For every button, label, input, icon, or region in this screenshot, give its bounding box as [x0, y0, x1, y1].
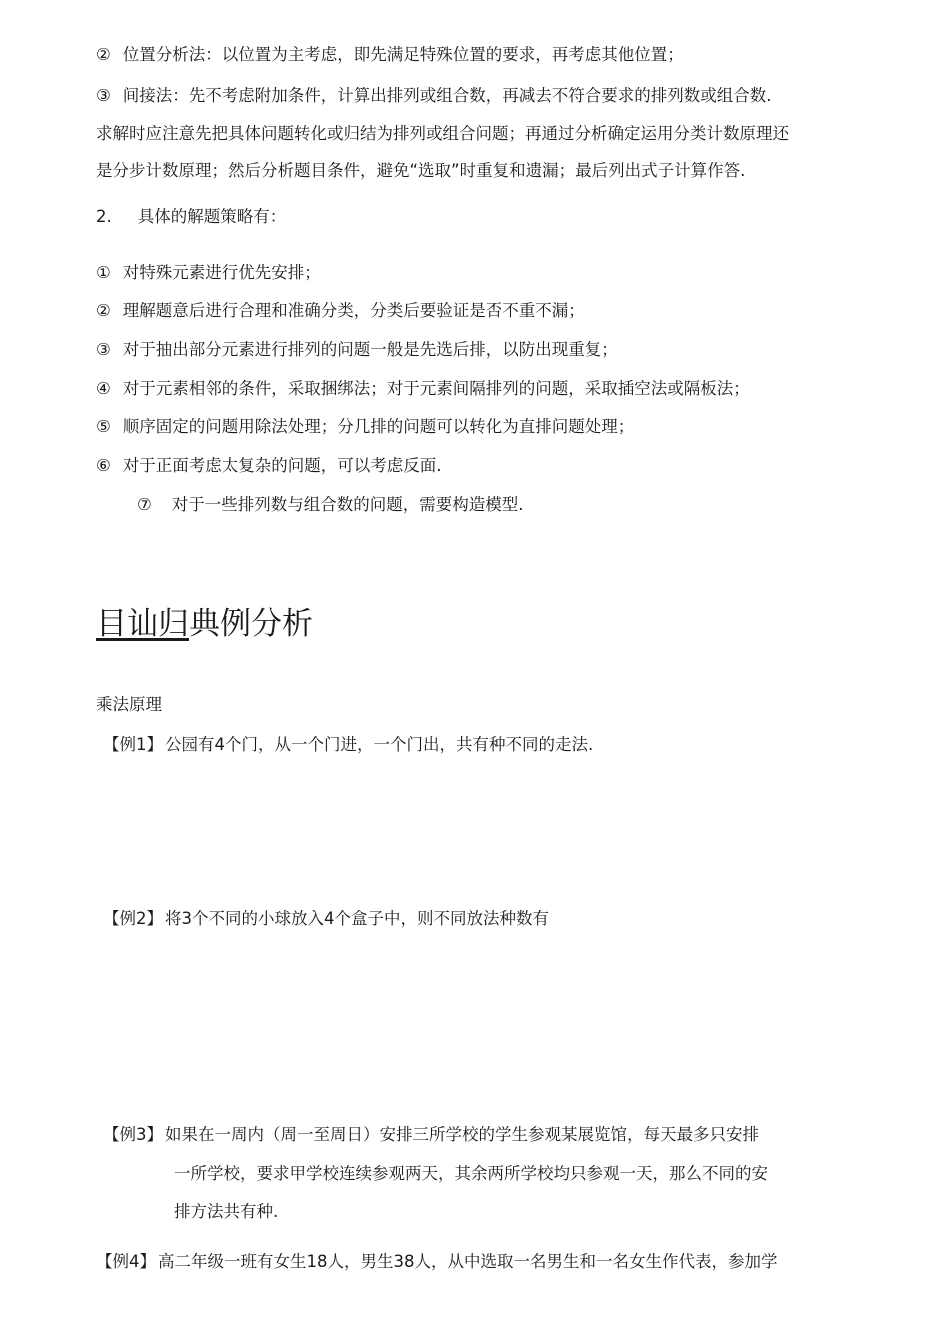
example-text: 将3个不同的小球放入4个盒子中，则不同放法种数有: [165, 909, 549, 928]
strategy-item: [96, 417, 634, 437]
list-marker: ②: [96, 301, 111, 320]
strategy-text: 对于元素相邻的条件，采取捆绑法；对于元素间隔排列的问题，采取插空法或隔板法；: [122, 379, 750, 398]
example-text: 公园有4个门，从一个门进，一个门出，共有种不同的走法.: [165, 735, 594, 754]
strategy-text: 对于一些排列数与组合数的问题，需要构造模型.: [171, 495, 524, 514]
section-heading: [96, 604, 313, 644]
list-marker: ③: [96, 340, 111, 359]
strategy-text: 对特殊元素进行优先安排；: [122, 263, 321, 282]
strategy-heading: [96, 207, 286, 227]
example-label: 【例1】: [103, 735, 163, 754]
strategy-item: [96, 301, 585, 321]
strategy-item: [96, 379, 750, 399]
strategy-text: 对于抽出部分元素进行排列的问题一般是先选后排，以防出现重复；: [122, 340, 618, 359]
example-item: [103, 1125, 759, 1145]
example-item: [103, 735, 593, 755]
example-continuation: 一所学校，要求甲学校连续参观两天，其余两所学校均只参观一天，那么不同的安: [174, 1164, 768, 1183]
example-label: 【例2】: [103, 909, 163, 928]
list-marker: ⑥: [96, 456, 111, 475]
heading-number: 2.: [96, 207, 112, 226]
strategy-item: [96, 456, 442, 476]
list-marker: ③: [96, 86, 111, 105]
example-item: [103, 909, 549, 929]
list-marker: ④: [96, 379, 111, 398]
strategy-text: 对于正面考虑太复杂的问题，可以考虑反面.: [122, 456, 442, 475]
section-heading-title: 典例分析: [189, 606, 313, 642]
note-line: 是分步计数原理；然后分析题目条件，避免“选取”时重复和遗漏；最后列出式子计算作答.: [96, 161, 746, 180]
example-text: 高二年级一班有女生18人，男生38人，从中选取一名男生和一名女生作代表，参加学: [158, 1252, 778, 1271]
subsection-title: 乘法原理: [96, 695, 162, 714]
strategy-item: [137, 495, 524, 515]
list-marker: ⑦: [137, 495, 152, 514]
example-label: 【例4】: [96, 1252, 156, 1271]
example-continuation: 排方法共有种.: [174, 1202, 279, 1221]
strategy-text: 理解题意后进行合理和准确分类，分类后要验证是否不重不漏；: [122, 301, 585, 320]
method-text: 间接法：先不考虑附加条件，计算出排列或组合数，再减去不符合要求的排列数或组合数.: [122, 86, 772, 105]
strategy-item: [96, 340, 618, 360]
list-marker: ②: [96, 45, 111, 64]
method-item: [96, 86, 772, 106]
method-item: [96, 45, 684, 65]
note-line: 求解时应注意先把具体问题转化或归结为排列或组合问题；再通过分析确定运用分类计数原理还: [96, 124, 789, 143]
section-heading-deco: 目讪归: [96, 606, 189, 642]
example-item: [96, 1252, 778, 1272]
strategy-item: [96, 263, 321, 283]
strategy-text: 顺序固定的问题用除法处理；分几排的问题可以转化为直排问题处理；: [122, 417, 635, 436]
example-text: 如果在一周内（周一至周日）安排三所学校的学生参观某展览馆，每天最多只安排: [165, 1125, 759, 1144]
heading-text: 具体的解题策略有：: [137, 207, 287, 226]
example-label: 【例3】: [103, 1125, 163, 1144]
list-marker: ⑤: [96, 417, 111, 436]
method-text: 位置分析法：以位置为主考虑，即先满足特殊位置的要求，再考虑其他位置；: [122, 45, 684, 64]
list-marker: ①: [96, 263, 111, 282]
